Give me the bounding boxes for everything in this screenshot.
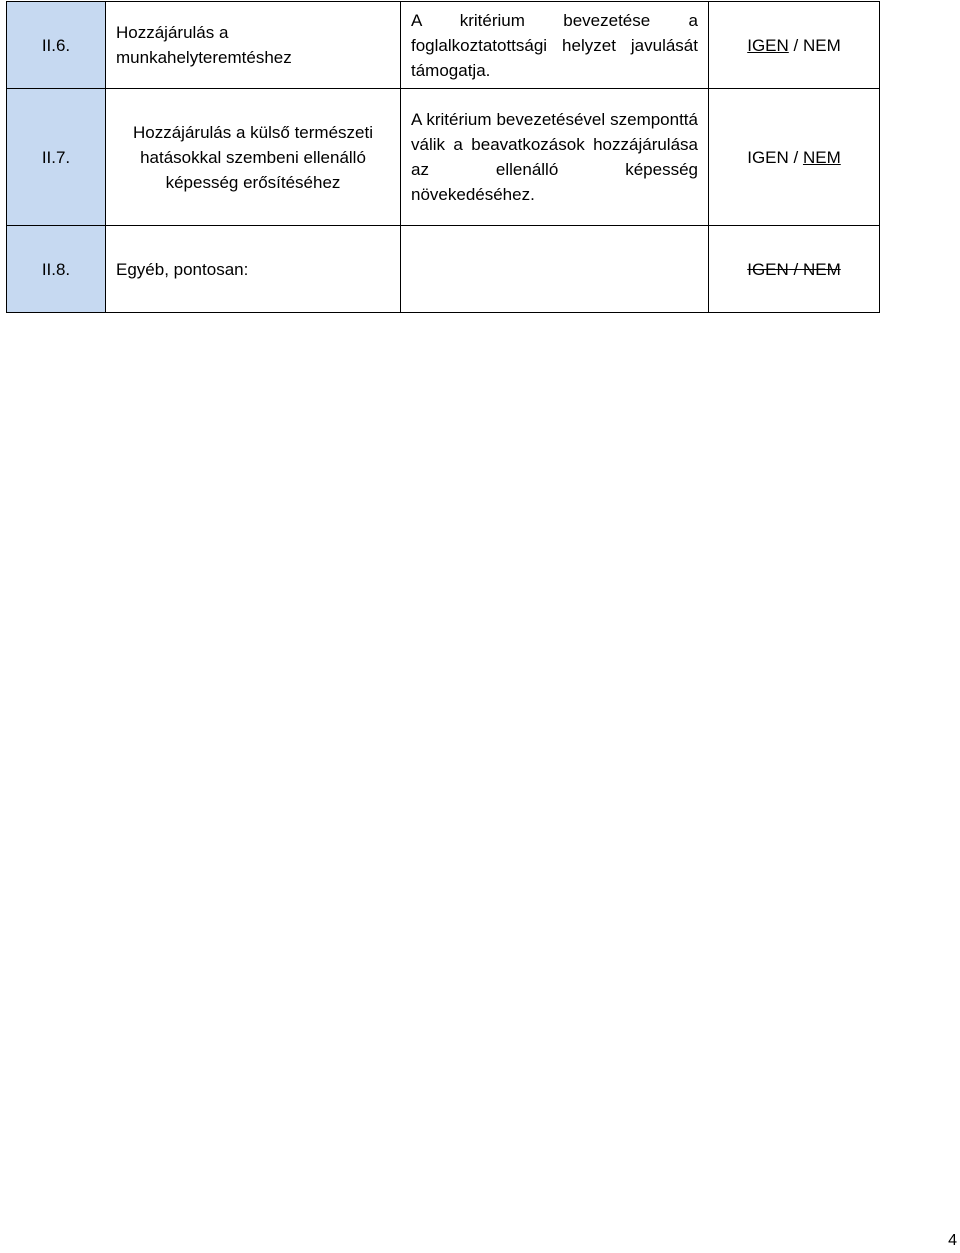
criterion-answer bbox=[709, 226, 880, 313]
criterion-description: A kritérium bevezetésével szemponttá válik a beavatkozások hozzájárulása az ellenálló képesség növekedéséhez. bbox=[401, 89, 709, 226]
table-row bbox=[7, 226, 880, 313]
criteria-table bbox=[6, 1, 880, 313]
answer-yes: IGEN bbox=[747, 147, 789, 167]
page-number: 4 bbox=[948, 1232, 957, 1249]
answer-separator: / bbox=[788, 259, 803, 279]
criterion-code: II.8. bbox=[7, 226, 106, 313]
criterion-description: A kritérium bevezetése a foglalkoztatottsági helyzet javulását támogatja. bbox=[401, 2, 709, 89]
answer-separator: / bbox=[788, 147, 803, 167]
answer-yes: IGEN bbox=[747, 35, 789, 55]
answer-yes: IGEN bbox=[747, 259, 789, 279]
criterion-code: II.6. bbox=[7, 2, 106, 89]
answer-separator: / bbox=[788, 35, 803, 55]
answer-no: NEM bbox=[802, 259, 841, 279]
answer-no: NEM bbox=[802, 147, 841, 167]
table-row bbox=[7, 2, 880, 89]
criterion-code: II.7. bbox=[7, 89, 106, 226]
table-row bbox=[7, 89, 880, 226]
criterion-name: Hozzájárulás a munkahelyteremtéshez bbox=[106, 2, 401, 89]
criterion-name: Egyéb, pontosan: bbox=[106, 226, 401, 313]
criterion-answer bbox=[709, 2, 880, 89]
criterion-description bbox=[401, 226, 709, 313]
criterion-answer bbox=[709, 89, 880, 226]
answer-no: NEM bbox=[802, 35, 841, 55]
answer-struck bbox=[747, 260, 841, 279]
criterion-name: Hozzájárulás a külső természeti hatásokkal szembeni ellenálló képesség erősítéséhez bbox=[106, 89, 401, 226]
